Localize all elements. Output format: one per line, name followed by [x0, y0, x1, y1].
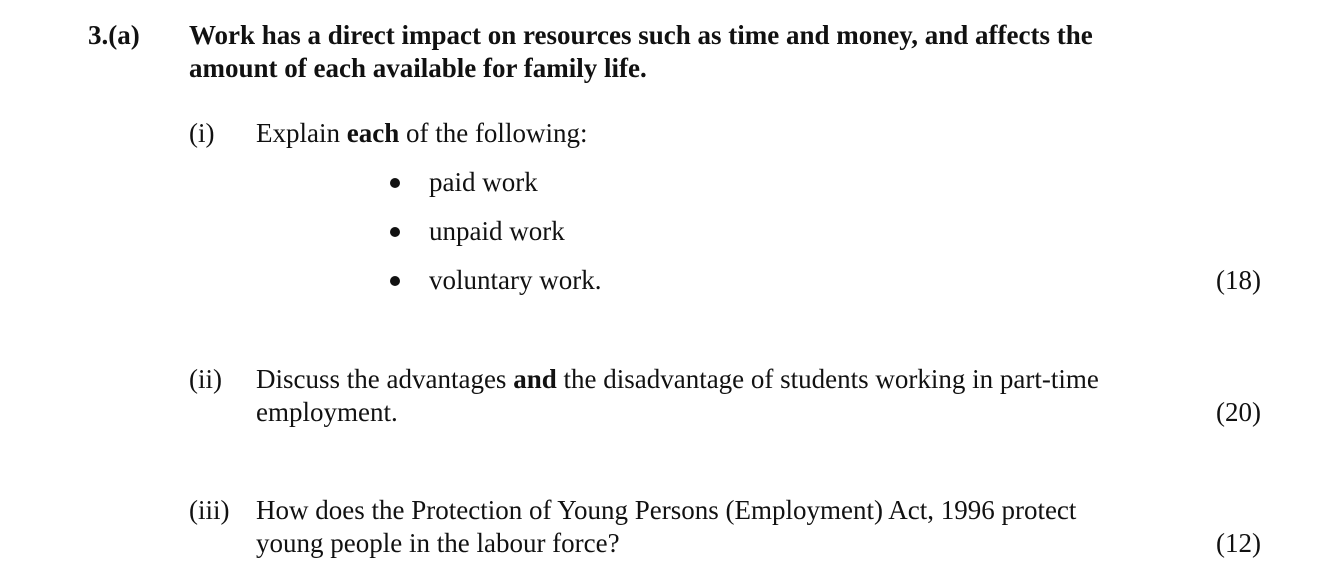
part-i-instruction-post: of the following: — [399, 118, 588, 148]
part-ii-line-1-emphasis: and — [513, 364, 557, 394]
bullet-dot-1 — [390, 178, 400, 188]
part-i-instruction-emphasis: each — [346, 118, 400, 148]
bullet-item-unpaid-work: unpaid work — [429, 216, 565, 246]
part-ii-line-1-pre: Discuss the advantages — [256, 364, 514, 394]
part-i-instruction — [256, 117, 587, 150]
part-i-instruction-pre: Explain — [256, 118, 347, 148]
question-number: 3.(a) — [88, 20, 140, 50]
question-stem-line-1: Work has a direct impact on resources such as time and money, and affects the — [189, 20, 1093, 50]
bullet-dot-3 — [390, 276, 400, 286]
part-i-label: (i) — [189, 118, 215, 148]
part-iii-marks: (12) — [1216, 528, 1261, 558]
part-ii-label: (ii) — [189, 364, 222, 394]
part-ii-line-1 — [256, 363, 1099, 396]
part-ii-marks: (20) — [1216, 397, 1261, 427]
part-i-marks: (18) — [1216, 265, 1261, 295]
part-ii-line-1-post: the disadvantage of students working in part-time — [556, 364, 1099, 394]
part-iii-line-1: How does the Protection of Young Persons (Employment) Act, 1996 protect — [256, 495, 1077, 525]
bullet-item-voluntary-work: voluntary work. — [429, 265, 602, 295]
question-stem-line-2: amount of each available for family life. — [189, 53, 647, 83]
bullet-dot-2 — [390, 227, 400, 237]
part-iii-label: (iii) — [189, 495, 230, 525]
part-ii-line-2: employment. — [256, 397, 398, 427]
bullet-item-paid-work: paid work — [429, 167, 538, 197]
part-iii-line-2: young people in the labour force? — [256, 528, 620, 558]
